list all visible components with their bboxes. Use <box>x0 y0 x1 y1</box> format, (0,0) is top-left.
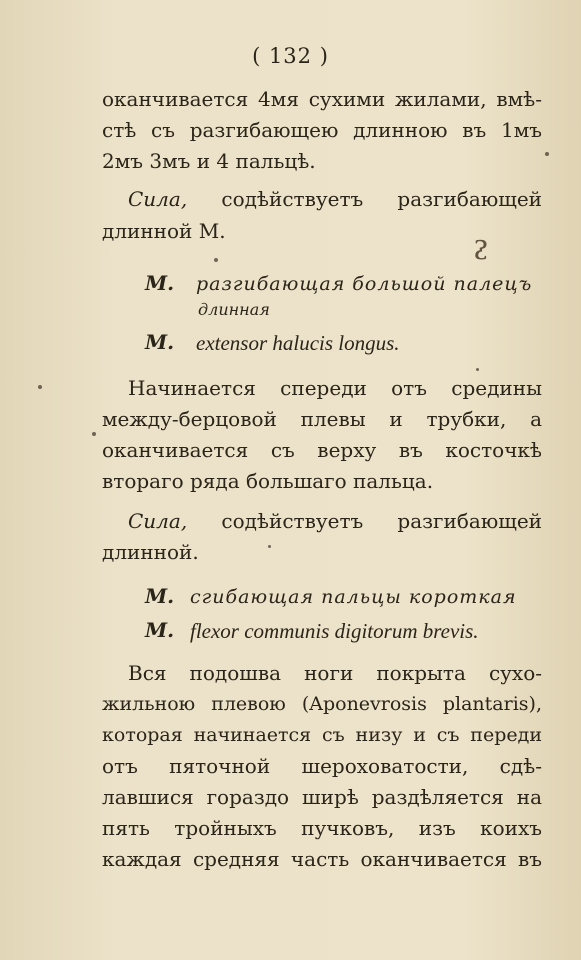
paper-speck <box>268 545 271 548</box>
paper-speck <box>38 385 42 389</box>
text-line: втораго ряда большаго пальца. <box>102 469 434 493</box>
paper-speck <box>545 152 549 156</box>
text-line: стѣ съ разгибающею длинною въ 1мъ <box>102 118 542 142</box>
ink-blot-icon: ᴤ <box>474 236 488 266</box>
muscle-marker: М. <box>145 618 175 642</box>
text-line: оканчивается 4мя сухими жилами, вмѣ- <box>102 87 542 111</box>
text-line: длинной. <box>102 540 199 564</box>
muscle-marker: М. <box>145 330 175 354</box>
muscle-name-ru: разгибающая большой палецъ <box>196 273 533 295</box>
text-line: Вся подошва ноги покрыта сухо- <box>128 661 542 685</box>
sila-paragraph <box>128 508 542 534</box>
text-line: отъ пяточной шероховатости, сдѣ- <box>102 754 542 778</box>
text-line: лавшися гораздо ширѣ раздѣляется на <box>102 785 542 809</box>
muscle-name-latin: extensor halucis longus. <box>196 331 400 355</box>
muscle-name-latin: flexor communis digitorum brevis. <box>190 619 479 643</box>
sila-label: Сила, <box>128 187 188 211</box>
text-line: которая начинается съ низу и съ переди <box>102 724 542 746</box>
muscle-name-ru-cont: длинная <box>198 300 270 319</box>
sila-label: Сила, <box>128 509 188 533</box>
paper-speck <box>214 258 218 262</box>
text-line: оканчивается съ верху въ косточкѣ <box>102 438 542 462</box>
sila-paragraph <box>128 186 542 212</box>
paper-speck <box>476 368 479 371</box>
text-line: Начинается спереди отъ средины <box>128 376 542 400</box>
text-line: 2мъ 3мъ и 4 пальцѣ. <box>102 149 316 173</box>
text-line: пять тройныхъ пучковъ, изъ коихъ <box>102 816 542 840</box>
sila-text: содѣйствуетъ разгибающей <box>221 187 542 211</box>
text-line: между-берцовой плевы и трубки, а <box>102 407 542 431</box>
text-line: жильною плевою (Aponevrosis plantaris), <box>102 693 542 715</box>
paper-speck <box>92 432 96 436</box>
muscle-marker: М. <box>145 584 175 608</box>
text-line: каждая средняя часть оканчивается въ <box>102 847 542 871</box>
muscle-marker: М. <box>145 271 175 295</box>
text-line: длинной М. <box>102 219 226 243</box>
page-number: ( 132 ) <box>252 44 329 68</box>
sila-text: содѣйствуетъ разгибающей <box>221 509 542 533</box>
muscle-name-ru: сгибающая пальцы короткая <box>190 586 517 608</box>
